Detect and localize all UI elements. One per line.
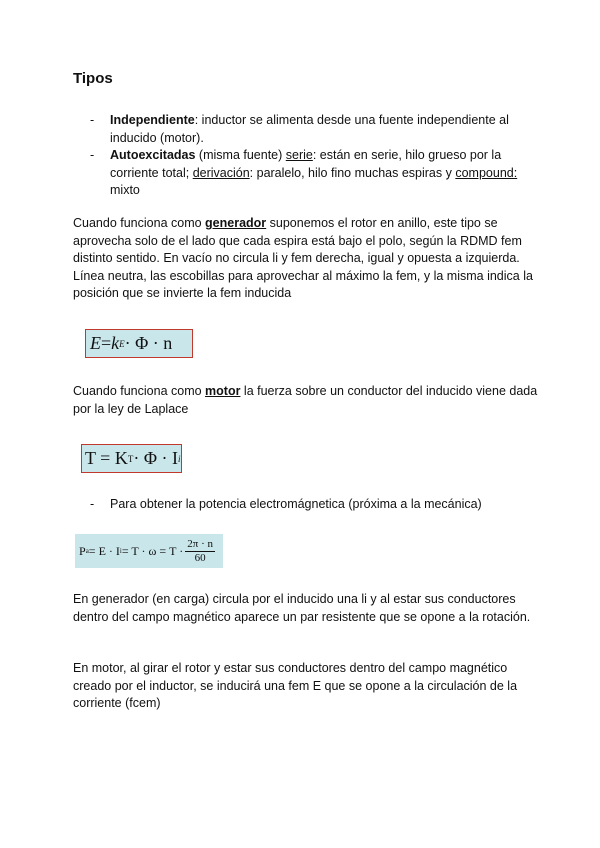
dash-bullet: -: [90, 148, 95, 162]
formula-power-numerator: 2π · n: [187, 537, 213, 550]
term-derivacion: derivación: [192, 165, 250, 180]
generator-text: suponemos el rotor en anillo, este tipo se aprovecha solo de el lado que cada espira está bajo el polo, según la RDMD fem distinto sentido. En vacío no circula li y fem derecha, igual y opuesta a izquierda. Línea neutra, las escobillas para aprovechar al máximo la fem, y la misma indica la posición que se invierte la fem inducida: [73, 216, 533, 300]
formula-torque: [81, 444, 182, 473]
compound-desc: mixto: [110, 183, 140, 197]
formula-fem-k-sub: E: [119, 338, 125, 349]
type-independiente: Independiente: [110, 113, 195, 127]
formula-power-i-sub: i: [119, 547, 122, 555]
motor-paragraph: [73, 383, 543, 418]
term-compound: compound:: [455, 165, 518, 180]
formula-torque-i-sub: i: [177, 453, 181, 464]
motor-fcem-paragraph: En motor, al girar el rotor y estar sus conductores dentro del campo magnético creado por el inductor, se inducirá una fem E que se opone a la circulación de la corriente (fcem): [73, 661, 518, 710]
formula-power-p-sub: a: [85, 547, 89, 555]
formula-torque-lhs: T = K: [85, 448, 128, 468]
derivacion-desc: : paralelo, hilo fino muchas espiras y: [249, 165, 456, 180]
dash-bullet: -: [90, 497, 95, 511]
term-generador: generador: [205, 216, 267, 230]
list-item: [90, 112, 540, 147]
power-bullet-text: Para obtener la potencia electromágnetica (próxima a la mecánica): [110, 497, 482, 511]
formula-fem: [85, 329, 193, 358]
formula-fem-eq: =: [101, 333, 112, 353]
section-heading: Tipos: [73, 70, 113, 87]
generator-paragraph: [73, 215, 543, 303]
formula-fem-lhs: E: [90, 333, 101, 353]
type-autoexcitadas: Autoexcitadas: [110, 148, 196, 162]
formula-torque-rest: · Φ · I: [133, 448, 178, 468]
term-motor: motor: [205, 384, 241, 398]
formula-power-fraction: [185, 538, 215, 565]
types-list: [90, 112, 540, 200]
dash-bullet: -: [90, 113, 95, 127]
formula-power: [75, 534, 223, 568]
serie-desc: : están en serie, hilo grueso por la corriente total;: [110, 148, 502, 180]
term-serie: serie: [285, 148, 313, 162]
formula-power-p: P: [79, 543, 86, 558]
formula-power-mid: = E · I: [88, 543, 120, 558]
list-item: [90, 497, 482, 511]
formula-fem-k: k: [111, 333, 120, 353]
list-item: [90, 147, 540, 200]
formula-power-denominator: 60: [194, 551, 206, 564]
generator-load-paragraph: En generador (en carga) circula por el inducido una li y al estar sus conductores dentro del campo magnético aparece un par resistente que se opone a la rotación.: [73, 592, 531, 624]
formula-torque-k-sub: T: [127, 453, 134, 464]
motor-text: la fuerza sobre un conductor del inducido viene dada por la ley de Laplace: [73, 384, 538, 416]
type-autoexcitadas-note: (misma fuente): [195, 148, 286, 162]
type-independiente-desc: : inductor se alimenta desde una fuente independiente al inducido (motor).: [110, 113, 509, 145]
motor-pre: Cuando funciona como: [73, 384, 206, 398]
formula-power-rest: = T · ω = T ·: [121, 543, 184, 558]
formula-fem-rest: · Φ · n: [124, 333, 173, 353]
generator-pre: Cuando funciona como: [73, 216, 206, 230]
